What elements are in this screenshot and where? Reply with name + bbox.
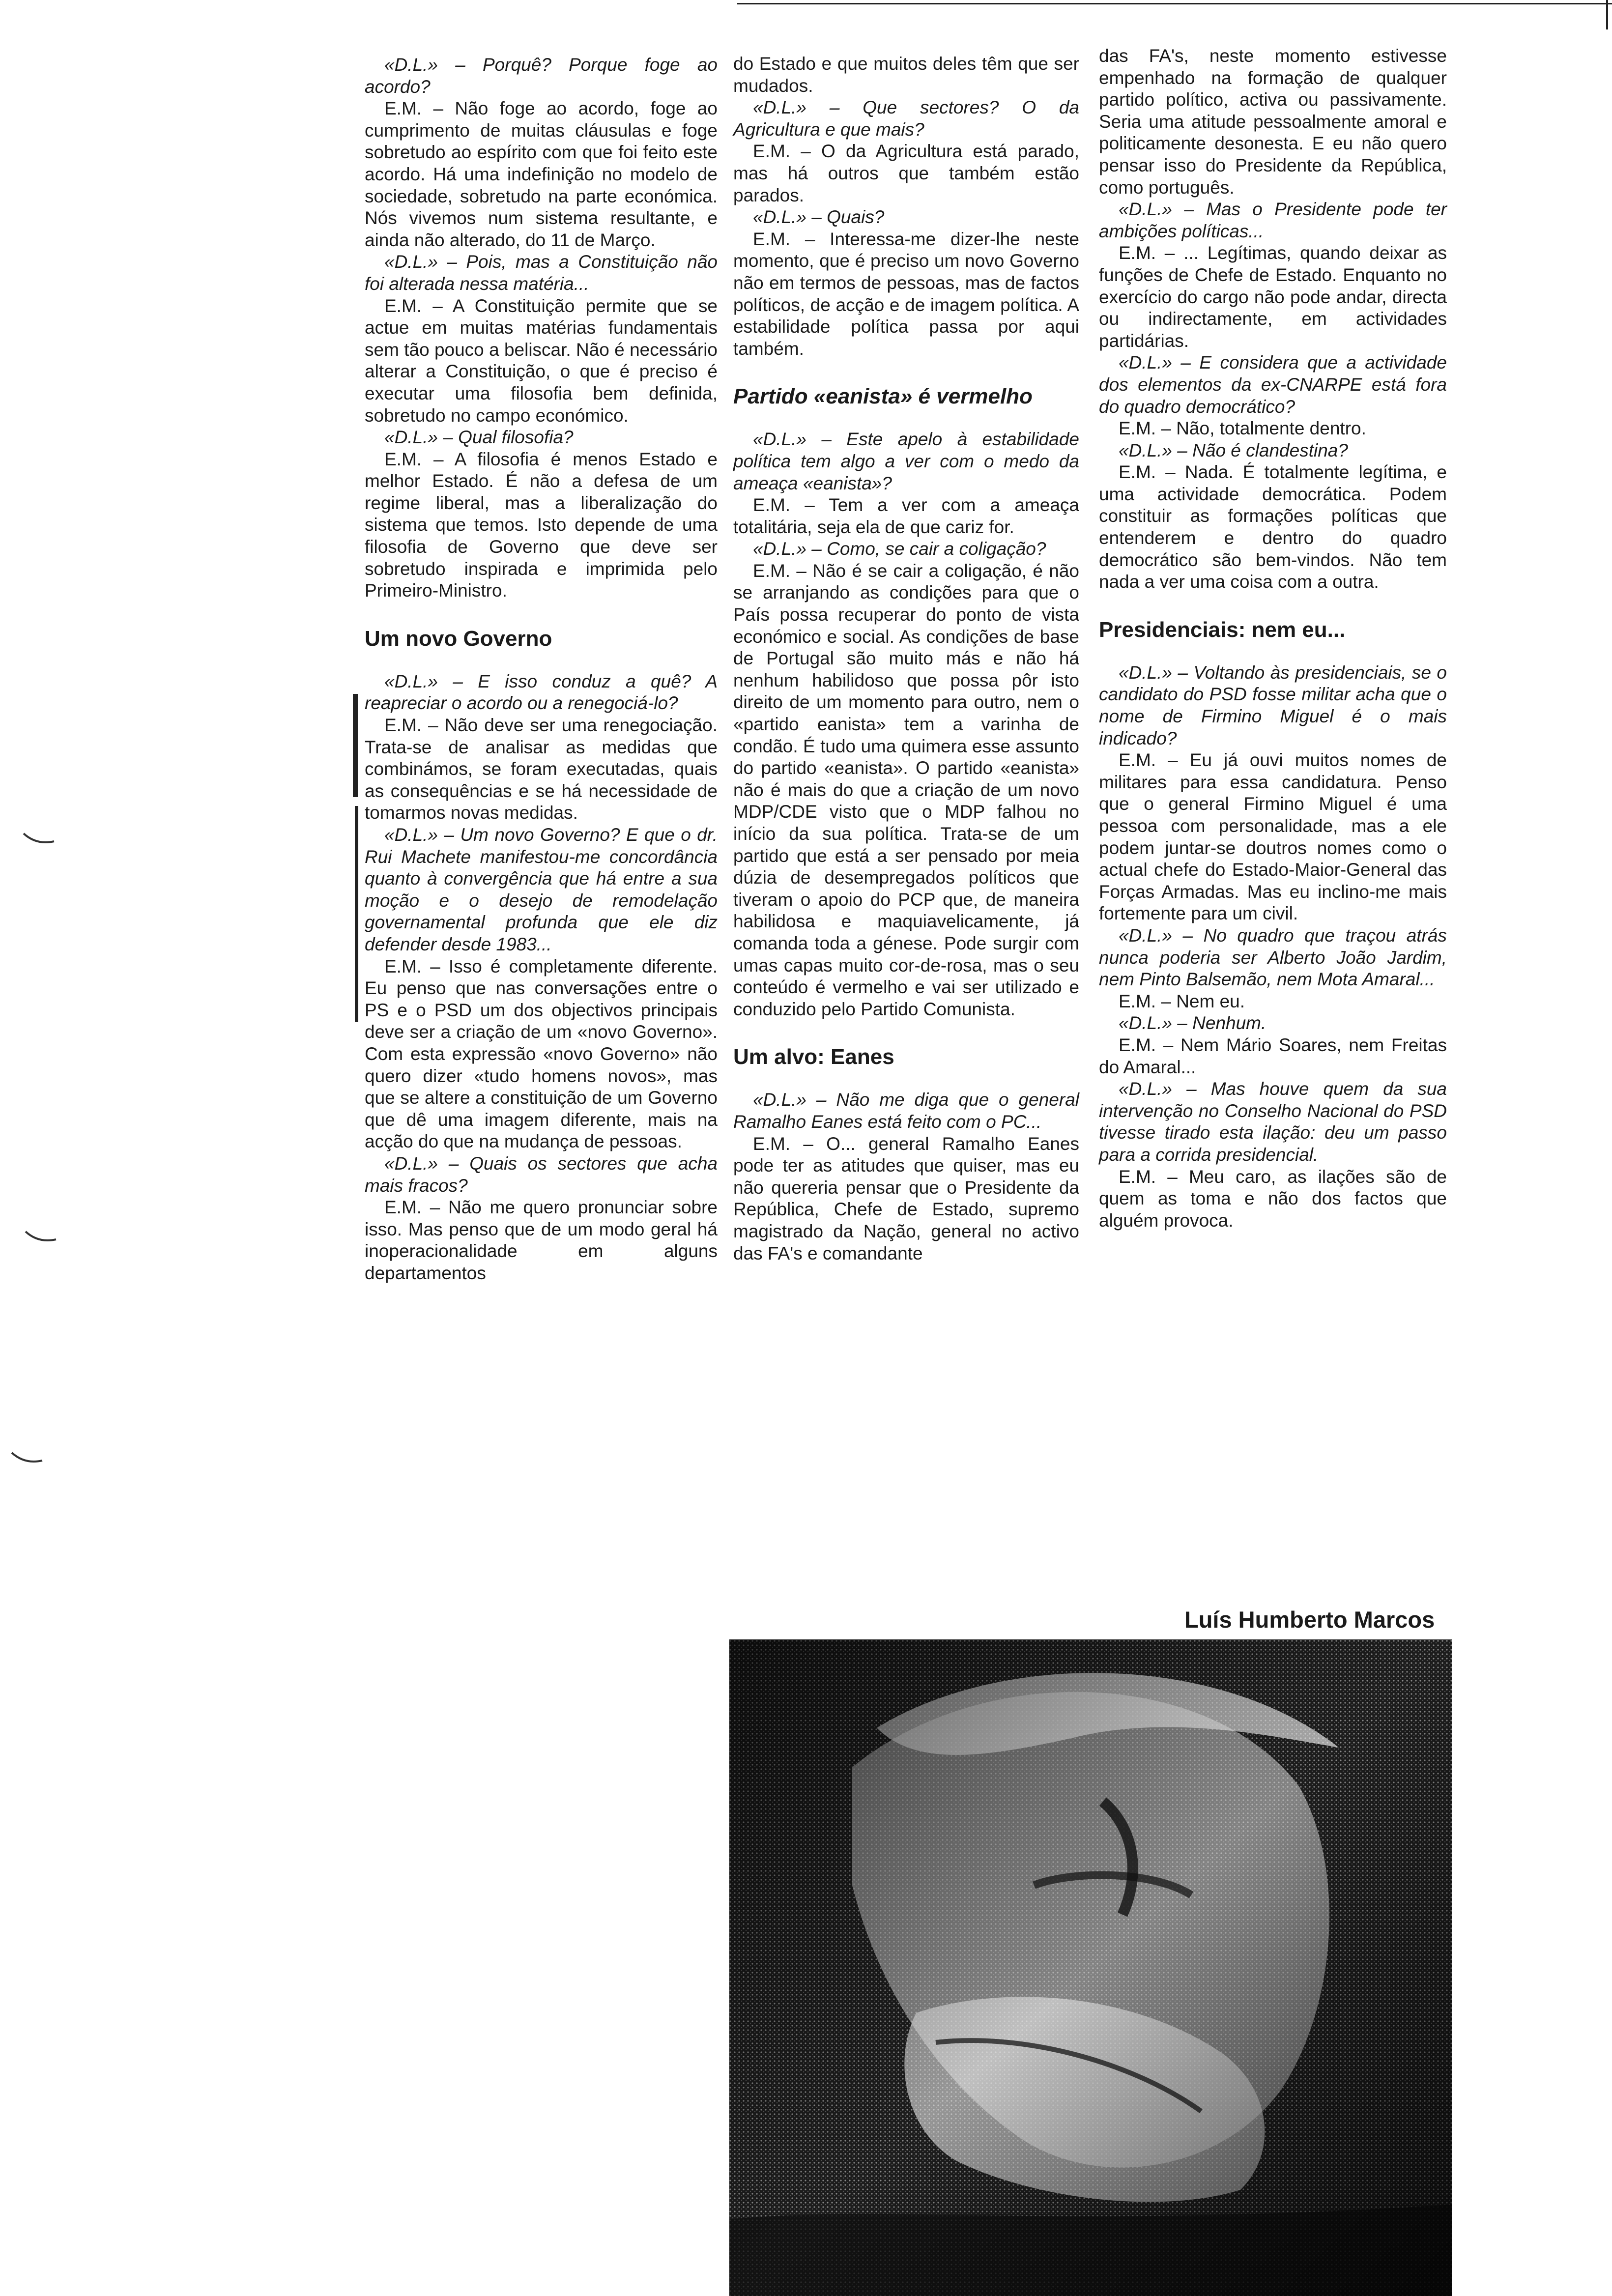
- interview-answer: E.M. – Nem eu.: [1119, 991, 1245, 1011]
- interview-answer: E.M. – O... general Ramalho Eanes pode ter as atitudes que quiser, mas eu não quereria pensar que o Presidente da República, Chefe de Estado, supremo magistrado da Nação, general no activo das FA's e comandante: [733, 1133, 1079, 1263]
- interview-answer: E.M. – A Constituição permite que se actue em muitas matérias fundamentais sem tão pouco a beliscar. Não é necessário alterar a Constituição, o que é preciso é executar uma filosofia bem definida, sobretudo no campo económico.: [365, 295, 718, 426]
- interview-question: «D.L.» – Quais?: [753, 207, 885, 228]
- margin-bar: [355, 806, 358, 1022]
- interview-answer: E.M. – A filosofia é menos Estado e melhor Estado. É não a defesa de um regime liberal, mas a liberalização do sistema que temos. Isto depende de uma filosofia de Governo que deve ser sobretudo inspirada e imprimida pelo Primeiro-Ministro.: [365, 449, 718, 601]
- interview-question: «D.L.» – Qual filosofia?: [384, 427, 574, 448]
- interview-answer: E.M. – Não é se cair a coligação, é não se arranjando as condições para que o País possa recuperar do ponto de vista económico e social. As condições de base de Portugal são muito más e não há nenhum habilidoso que possa pôr isto direito de um momento para outro, nem o «partido eanista» tem a varinha de condão. É tudo uma quimera esse assunto do partido «eanista». O partido «eanista» não é mais do que a criação de um novo MDP/CDE visto que o MDP falhou no início da sua política. Trata-se de um partido que está a ser pensado por meia dúzia de desempregados políticos que tiveram o apoio do PCP que, de maneira habilidosa e maquiavelicamente, já comanda toda a génese. Pode surgir com umas capas muito cor-de-rosa, mas o seu conteúdo é vermelho e vai ser utilizado e conduzido pelo Partido Comunista.: [733, 560, 1079, 1019]
- interview-answer: E.M. – O da Agricultura está parado, mas há outros que também estão parados.: [733, 141, 1079, 205]
- interview-question: «D.L.» – Pois, mas a Constituição não foi alterada nessa matéria...: [365, 252, 718, 294]
- article-column-2: [733, 53, 1079, 1264]
- interview-answer: das FA's, neste momento estivesse empenhado na formação de qualquer partido político, activa ou passivamente. Seria uma atitude pessoalmente amoral e politicamente desonesta. E eu não quero pensar isso do Presidente da República, como português.: [1099, 46, 1447, 198]
- section-heading: Um novo Governo: [365, 626, 552, 651]
- interview-question: «D.L.» – Um novo Governo? E que o dr. Rui Machete manifestou-me concordância quanto à convergência que há entre a sua moção e o desejo de remodelação governamental profunda que ele diz defender desde 1983...: [365, 825, 718, 954]
- article-column-1: [365, 54, 718, 1284]
- interview-question: «D.L.» – Como, se cair a coligação?: [753, 539, 1046, 559]
- section-heading: Presidenciais: nem eu...: [1099, 617, 1346, 642]
- margin-hook-mark: [22, 831, 56, 850]
- interview-answer: E.M. – Meu caro, as ilações são de quem as toma e não dos factos que alguém provoca.: [1099, 1166, 1447, 1231]
- interview-answer: E.M. – Interessa-me dizer-lhe neste momento, que é preciso um novo Governo não em termos de pessoas, mas de factos políticos, de acção e de imagem política. A estabilidade política passa por aqui também.: [733, 229, 1079, 359]
- author-byline: Luís Humberto Marcos: [1184, 1607, 1435, 1633]
- interview-answer: E.M. – Não, totalmente dentro.: [1119, 418, 1366, 439]
- interview-question: «D.L.» – E considera que a actividade dos elementos da ex-CNARPE está fora do quadro democrático?: [1099, 352, 1447, 417]
- interview-question: «D.L.» – Que sectores? O da Agricultura e que mais?: [733, 97, 1079, 140]
- margin-hook-mark: [10, 1450, 44, 1469]
- interview-answer: E.M. – Não deve ser uma renegociação. Trata-se de analisar as medidas que combinámos, se foram executadas, quais as consequências e se há necessidade de tomarmos novas medidas.: [365, 715, 718, 823]
- interview-question: «D.L.» – Voltando às presidenciais, se o candidato do PSD fosse militar acha que o nome de Firmino Miguel é o mais indicado?: [1099, 662, 1447, 748]
- article-column-3: [1099, 45, 1447, 1232]
- top-border-rule: [737, 3, 1612, 4]
- interview-answer: E.M. – Nada. É totalmente legítima, e uma actividade democrática. Podem constituir as formações políticas que entenderem e dentro do quadro democrático são bem-vindos. Não tem nada a ver uma coisa com a outra.: [1099, 462, 1447, 592]
- interview-answer: E.M. – Não foge ao acordo, foge ao cumprimento de muitas cláusulas e foge sobretudo ao espírito com que foi feito este acordo. Há uma indefinição no modelo de sociedade, sobretudo na parte económica. Nós vivemos num sistema resultante, e ainda não alterado, do 11 de Março.: [365, 98, 718, 250]
- interview-question: «D.L.» – Este apelo à estabilidade política tem algo a ver com o medo da ameaça «eanista»?: [733, 429, 1079, 493]
- interview-question: «D.L.» – E isso conduz a quê? A reapreciar o acordo ou a renegociá-lo?: [365, 671, 718, 714]
- interview-answer: E.M. – Não me quero pronunciar sobre isso. Mas penso que de um modo geral há inoperacionalidade em alguns departamentos: [365, 1197, 718, 1283]
- section-heading: Um alvo: Eanes: [733, 1045, 894, 1069]
- interview-answer: E.M. – ... Legítimas, quando deixar as funções de Chefe de Estado. Enquanto no exercício do cargo não pode andar, directa ou indirectamente, em actividades partidárias.: [1099, 243, 1447, 351]
- interview-question: «D.L.» – Porquê? Porque foge ao acordo?: [365, 55, 718, 97]
- interview-question: «D.L.» – Mas houve quem da sua intervenção no Conselho Nacional do PSD tivesse tirado esta ilação: deu um passo para a corrida presidencial.: [1099, 1079, 1447, 1165]
- interview-question: «D.L.» – Não é clandestina?: [1119, 440, 1348, 460]
- interview-answer: E.M. – Nem Mário Soares, nem Freitas do Amaral...: [1099, 1034, 1447, 1077]
- interview-answer: E.M. – Tem a ver com a ameaça totalitária, seja ela de que cariz for.: [733, 495, 1079, 537]
- interview-question: «D.L.» – Mas o Presidente pode ter ambições políticas...: [1099, 199, 1447, 241]
- interview-question: «D.L.» – Não me diga que o general Ramalho Eanes está feito com o PC...: [733, 1090, 1079, 1132]
- margin-bar: [353, 694, 358, 797]
- interview-question: «D.L.» – Quais os sectores que acha mais fracos?: [365, 1153, 718, 1196]
- margin-hook-mark: [24, 1229, 58, 1248]
- photo-halftone: [729, 1639, 1452, 2296]
- interview-answer: E.M. – Eu já ouvi muitos nomes de militares para essa candidatura. Penso que o general Firmino Miguel é uma pessoa com personalidade, mas a ele podem juntar-se doutros nomes como o actual chefe do Estado-Maior-General das Forças Armadas. Mas eu inclino-me mais fortemente para um civil.: [1099, 750, 1447, 924]
- interview-answer: E.M. – Isso é completamente diferente. Eu penso que nas conversações entre o PS e o PSD um dos objectivos principais deve ser a criação de um «novo Governo». Com esta expressão «novo Governo» não quero dizer «tudo homens novos», mas que se altere a constituição de um Governo que dê uma imagem diferente, mais na acção do que na mudança de pessoas.: [365, 956, 718, 1152]
- interview-question: «D.L.» – No quadro que traçou atrás nunca poderia ser Alberto João Jardim, nem Pinto Balsemão, nem Mota Amaral...: [1099, 925, 1447, 990]
- right-border-rule: [1606, 0, 1608, 29]
- interview-question: «D.L.» – Nenhum.: [1119, 1013, 1267, 1033]
- portrait-photo: [729, 1639, 1452, 2296]
- section-heading: Partido «eanista» é vermelho: [733, 384, 1033, 409]
- interview-answer: do Estado e que muitos deles têm que ser mudados.: [733, 54, 1079, 96]
